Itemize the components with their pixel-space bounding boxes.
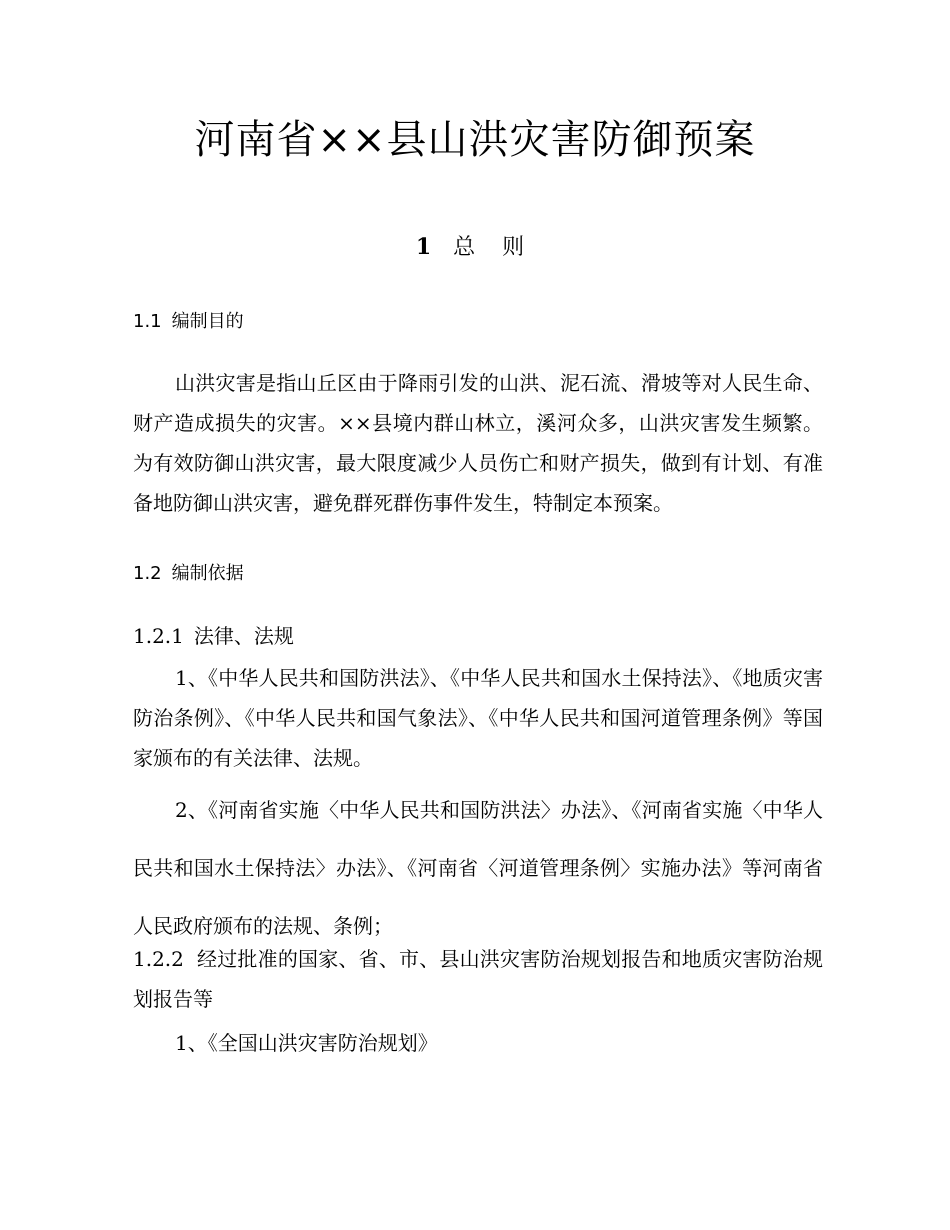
subsection-title: 法律、法规 bbox=[193, 624, 294, 648]
section-1-1-paragraph: 山洪灾害是指山丘区由于降雨引发的山洪、泥石流、滑坡等对人民生命、财产造成损失的灾害。××县境内群山林立，溪河众多，山洪灾害发生频繁。为有效防御山洪灾害，最大限度减少人员伤亡和财产损失，做到有计划、有准备地防御山洪灾害，避免群死群伤事件发生，特制定本预案。 bbox=[133, 371, 823, 515]
list-item-1-2-1-2: 2、《河南省实施〈中华人民共和国防洪法〉办法》、《河南省实施〈中华人民共和国水土保持法〉办法》、《河南省〈河道管理条例〉实施办法》等河南省人民政府颁布的法规、条例； bbox=[133, 798, 823, 938]
subsection-number: 1.2.2 bbox=[133, 947, 184, 971]
chapter-number: 1 bbox=[415, 234, 432, 260]
chapter-title: 总 则 bbox=[453, 235, 535, 260]
section-heading-1-2 bbox=[133, 560, 244, 588]
list-item-1-2-2-1: 1、《全国山洪灾害防治规划》 bbox=[175, 1031, 438, 1055]
document-title: 河南省××县山洪灾害防御预案 bbox=[194, 117, 756, 163]
list-item-1-2-1-1: 1、《中华人民共和国防洪法》、《中华人民共和国水土保持法》、《地质灾害防治条例》、《中华人民共和国气象法》、《中华人民共和国河道管理条例》等国家颁布的有关法律、法规。 bbox=[133, 666, 823, 770]
subsection-heading-1-2-1 bbox=[133, 618, 294, 654]
section-number: 1.1 bbox=[133, 311, 162, 332]
section-number: 1.2 bbox=[133, 563, 162, 584]
section-heading-1-1 bbox=[133, 308, 244, 336]
subsection-heading-1-2-2 bbox=[133, 939, 823, 1019]
section-title: 编制目的 bbox=[171, 311, 244, 332]
section-title: 编制依据 bbox=[171, 563, 244, 584]
subsection-title: 经过批准的国家、省、市、县山洪灾害防治规划报告和地质灾害防治规划报告等 bbox=[133, 947, 824, 1011]
chapter-heading bbox=[0, 230, 950, 265]
subsection-number: 1.2.1 bbox=[133, 624, 184, 648]
